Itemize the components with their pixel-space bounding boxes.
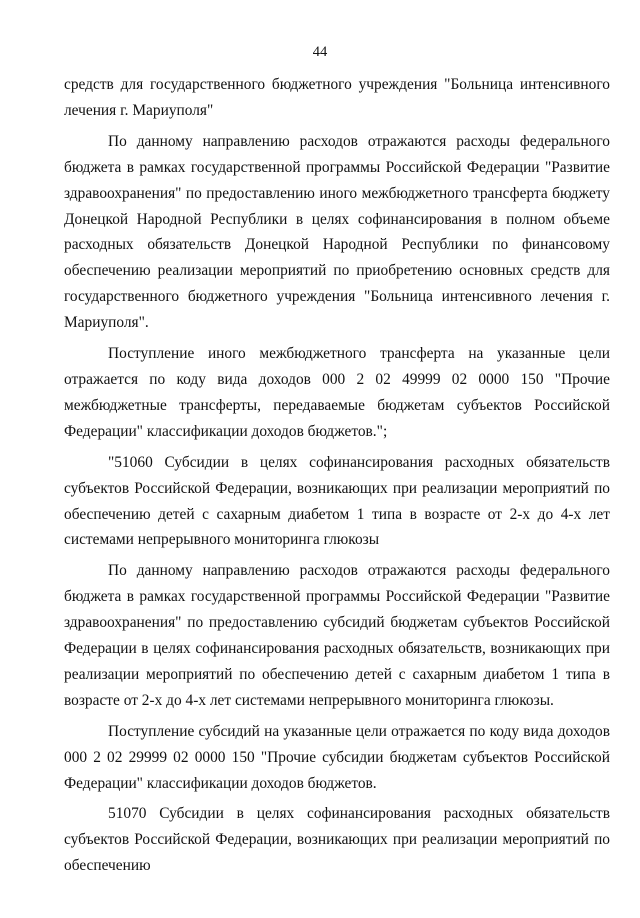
paragraph-subsidy-51070-heading: 51070 Субсидии в целях софинансирования расходных обязательств субъектов Российской Федерации, возникающих при реализации мероприятий по обеспечению <box>64 805 610 875</box>
document-body <box>64 72 610 884</box>
paragraph-expenses-description: По данному направлению расходов отражаются расходы федерального бюджета в рамках государственной программы Российской Федерации "Развитие здравоохранения" по предоставлению иного межбюджетного трансферта бюджету Донецкой Народной Республики в целях софинансирования в полном объеме расходных обязательств Донецкой Народной Республики по финансовому обеспечению реализации мероприятий по приобретению основных средств для государственного бюджетного учреждения "Больница интенсивного лечения г. Мариуполя". <box>64 132 610 332</box>
paragraph-subsidy-51060-heading: "51060 Субсидии в целях софинансирования расходных обязательств субъектов Российской Федерации, возникающих при реализации мероприятий по обеспечению детей с сахарным диабетом 1 типа в возрасте от 2-х до 4-х лет системами непрерывного мониторинга глюкозы <box>64 453 610 549</box>
page-number: 44 <box>312 44 328 60</box>
paragraph-continuation: средств для государственного бюджетного учреждения "Больница интенсивного лечения г. Мариуполя" <box>64 76 610 119</box>
paragraph-subsidy-51060-income: Поступление субсидий на указанные цели отражается по коду вида доходов 000 2 02 29999 02 0000 150 "Прочие субсидии бюджетам субъектов Российской Федерации" классификации доходов бюджетов. <box>64 722 610 792</box>
paragraph-subsidy-51060-expenses: По данному направлению расходов отражаются расходы федерального бюджета в рамках государственной программы Российской Федерации "Развитие здравоохранения" по предоставлению субсидий бюджетам субъектов Российской Федерации в целях софинансирования расходных обязательств, возникающих при реализации мероприятий по обеспечению детей с сахарным диабетом 1 типа в возрасте от 2-х до 4-х лет системами непрерывного мониторинга глюкозы. <box>64 562 610 709</box>
paragraph-income-code: Поступление иного межбюджетного трансферта на указанные цели отражается по коду вида доходов 000 2 02 49999 02 0000 150 "Прочие межбюджетные трансферты, передаваемые бюджетам субъектов Российской Федерации" классификации доходов бюджетов."; <box>64 345 610 440</box>
